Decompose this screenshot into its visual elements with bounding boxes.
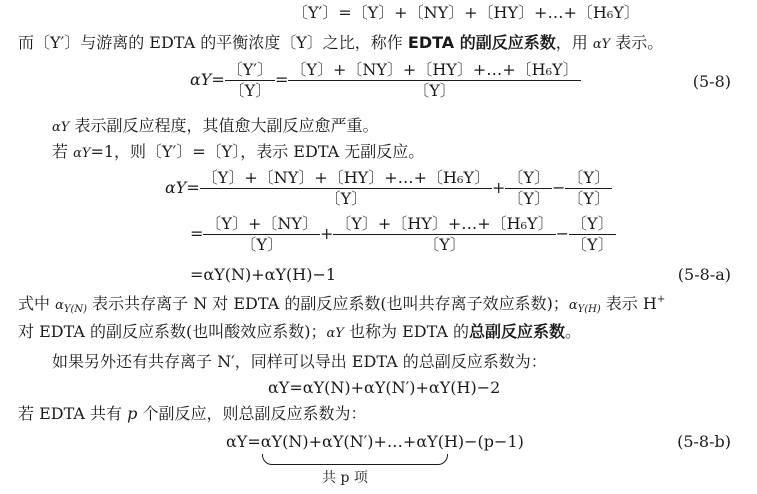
alpha-symbol: αY xyxy=(165,178,187,197)
paragraph-meaning xyxy=(52,116,378,138)
equation-number: (5-8-a) xyxy=(677,265,731,284)
alpha-symbol: αY xyxy=(190,70,212,89)
fraction: $\frac{〔Y'〕}{〔Y〕}$ xyxy=(226,60,273,100)
fraction: $\frac{\text{〔Y〕+〔NY〕+〔HY〕+…+〔H₆Y〕}}{〔Y〕}$ xyxy=(201,168,490,208)
equation-5-8: αY= $\frac{〔Y'〕}{〔Y〕}$ = $\frac{\text{〔Y〕+〔NY〕+〔HY〕+…+〔H₆Y〕}}{〔Y〕}$ xyxy=(190,60,579,100)
alpha-symbol: αY xyxy=(326,326,344,341)
paragraph-p-reactions xyxy=(18,404,366,424)
sum-terms: αY(N)+αY(N′)+…+αY(H) xyxy=(260,432,465,451)
equation-5-8-b xyxy=(226,432,524,452)
paragraph-explain-2 xyxy=(18,322,581,344)
equation-two-ions: αY=αY(N)+αY(N′)+αY(H)−2 xyxy=(268,378,501,397)
p-symbol: p xyxy=(127,404,138,423)
underbrace xyxy=(262,454,448,465)
fraction: $\frac{〔Y〕}{〔Y〕}$ xyxy=(567,168,610,208)
text: 表示共存离子 N 对 EDTA 的副反应系数(也叫共存离子效应系数)； xyxy=(87,294,569,313)
paragraph-extra-ion: 如果另外还有共存离子 N′，同样可以导出 EDTA 的总副反应系数为： xyxy=(52,352,547,371)
fraction: $\frac{〔Y〕+〔NY〕}{〔Y〕}$ xyxy=(205,214,318,254)
paragraph-explain-1: 式中 $\alpha_{Y(N)}$ 表示共存离子 N 对 EDTA 的副反应系数(也叫共存离子效应系数)；$\alpha_{Y(H)}$ 表示 H+ xyxy=(18,294,666,315)
text: ，用 xyxy=(555,33,593,52)
bold-term: 总副反应系数 xyxy=(469,322,566,341)
equation-5-8-a-row3: =αY(N)+αY(H)−1 xyxy=(190,265,337,284)
text: 若 EDTA 共有 xyxy=(18,404,128,423)
text: 对 EDTA 的副反应系数(也叫酸效应系数)； xyxy=(18,322,327,341)
text: 而〔Y′〕与游离的 EDTA 的平衡浓度〔Y〕之比，称作 xyxy=(18,33,408,52)
text: 表示。 xyxy=(610,33,664,52)
alpha-symbol: αY xyxy=(52,120,70,135)
equation-number: (5-8-b) xyxy=(677,432,731,451)
text: 也称为 EDTA 的 xyxy=(343,322,470,341)
tail: −(p−1) xyxy=(464,432,524,451)
alpha-symbol: αY xyxy=(73,146,91,161)
lhs: αY= xyxy=(226,432,261,451)
bold-term: EDTA 的副反应系数 xyxy=(407,33,556,52)
text: 表示 H xyxy=(600,294,657,313)
fraction: $\frac{〔Y〕}{〔Y〕}$ xyxy=(507,168,550,208)
text: =1，则〔Y′〕=〔Y〕，表示 EDTA 无副反应。 xyxy=(90,142,425,161)
text: 表示副反应程度，其值愈大副反应愈严重。 xyxy=(69,116,379,135)
text: 若 xyxy=(52,142,74,161)
text: 个副反应，则总副反应系数为： xyxy=(137,404,367,423)
paragraph-no-reaction xyxy=(52,142,424,164)
equation-5-8-a-row2: = $\frac{〔Y〕+〔NY〕}{〔Y〕}$ + $\frac{\text{〔Y〕+〔HY〕+…+〔H₆Y〕}}{〔Y〕}$ − $\frac{〔Y〕}{〔Y〕}$ xyxy=(190,214,614,254)
fraction: $\frac{\text{〔Y〕+〔HY〕+…+〔H₆Y〕}}{〔Y〕}$ xyxy=(335,214,554,254)
equation-y-prime: 〔Y′〕=〔Y〕+〔NY〕+〔HY〕+…+〔H₆Y〕 xyxy=(292,3,640,22)
underbrace-label: 共 p 项 xyxy=(322,470,368,486)
fraction: $\frac{〔Y〕}{〔Y〕}$ xyxy=(571,214,614,254)
alpha-symbol: αY xyxy=(592,37,611,52)
equation-5-8-a-row1: αY= $\frac{\text{〔Y〕+〔NY〕+〔HY〕+…+〔H₆Y〕}}{〔Y〕}$ + $\frac{〔Y〕}{〔Y〕}$ − $\frac{〔Y〕}{〔Y〕}$ xyxy=(165,168,610,208)
text: 。 xyxy=(565,322,582,341)
paragraph-definition xyxy=(18,33,663,55)
equation-number: (5-8) xyxy=(692,72,731,91)
fraction: $\frac{\text{〔Y〕+〔NY〕+〔HY〕+…+〔H₆Y〕}}{〔Y〕}$ xyxy=(290,60,579,100)
text: 式中 xyxy=(18,294,56,313)
